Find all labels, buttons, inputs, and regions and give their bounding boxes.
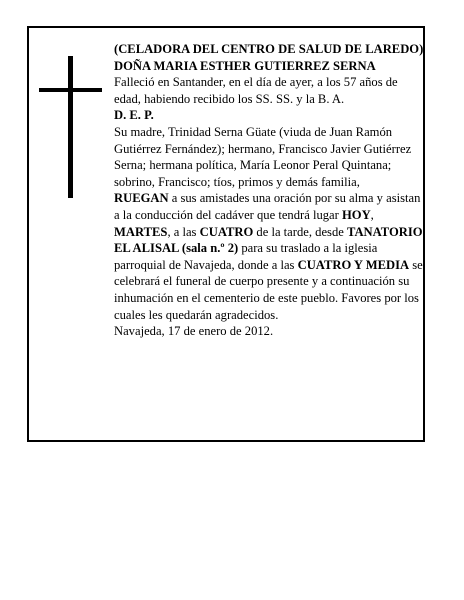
rest-in-peace: D. E. P. <box>114 108 154 123</box>
day-today: HOY <box>341 207 371 222</box>
request-sep-2: , a las <box>167 224 200 239</box>
funeral-request <box>114 190 424 323</box>
cross-icon <box>68 56 73 198</box>
death-announcement: Falleció en Santander, en el día de ayer, a los 57 años de edad, habiendo recibido los SS. SS. y la B. A. <box>114 75 398 106</box>
deceased-name: DOÑA MARIA ESTHER GUTIERREZ SERNA <box>114 58 376 73</box>
request-text-2: de la tarde, desde <box>253 224 347 239</box>
deceased-title: (CELADORA DEL CENTRO DE SALUD DE LAREDO) <box>114 42 424 56</box>
conduction-time: CUATRO <box>199 224 254 239</box>
request-text-4: se celebrará el funeral de cuerpo presente y a continuación su inhumación en el cementerio de este pueblo. Favores por los cuales les quedarán agradecidos. <box>114 257 423 322</box>
funeral-home: TANATORIO EL ALISAL (sala n.º 2) <box>114 224 423 256</box>
ruegan-label: RUEGAN <box>114 191 169 206</box>
day-weekday: MARTES <box>114 224 168 239</box>
request-text-3: para su traslado a la iglesia parroquial de Navajeda, donde a las <box>114 241 378 272</box>
notice-body <box>114 41 424 340</box>
request-sep-1: , <box>370 207 374 222</box>
cross-icon-bar <box>39 88 102 92</box>
request-text-1: a sus amistades una oración por su alma y asistan a la conducción del cadáver que tendrá lugar <box>114 191 421 222</box>
family-list: Su madre, Trinidad Serna Güate (viuda de Juan Ramón Gutiérrez Fernández); hermano, Francisco Javier Gutiérrez Serna; hermana política, María Leonor Peral Quintana; sobrino, Francisco; tíos, primos y demás familia, <box>114 124 412 189</box>
place-date: Navajeda, 17 de enero de 2012. <box>114 324 274 339</box>
funeral-time: CUATRO Y MEDIA <box>297 257 410 272</box>
obituary-notice <box>27 26 425 442</box>
